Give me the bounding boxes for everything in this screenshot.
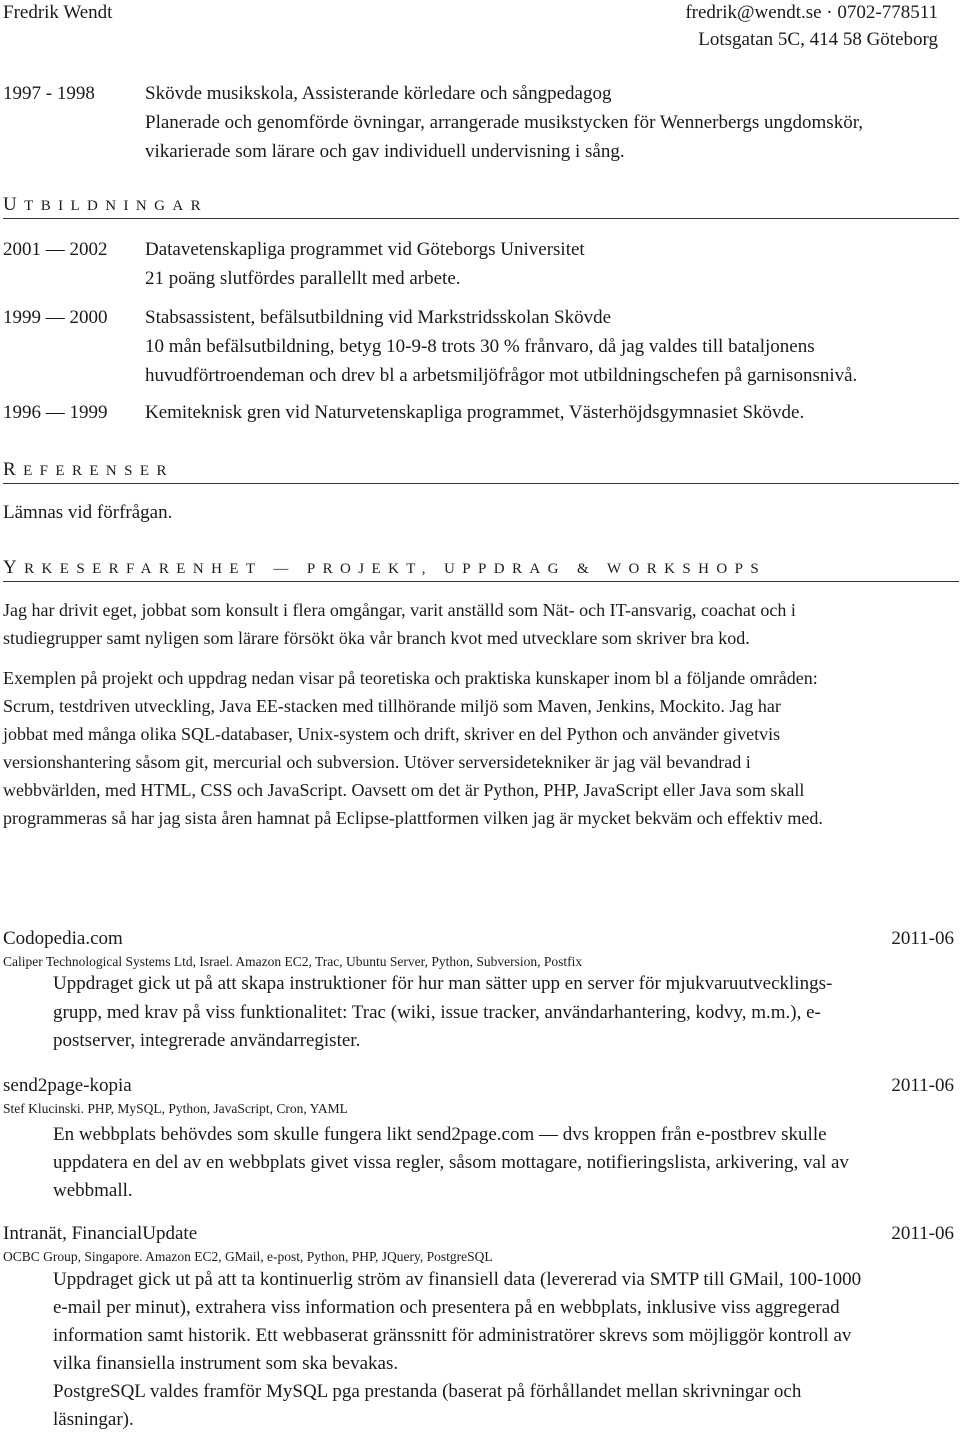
project-meta: Caliper Technological Systems Ltd, Israel. Amazon EC2, Trac, Ubuntu Server, Python, Subversion, Postfix [3,954,583,969]
section-heading-projects: YRKESERFARENHET — PROJEKT, UPPDRAG & WORKSHOPS [3,557,767,578]
applicant-name: Fredrik Wendt [3,2,113,23]
project-line: läsningar). [53,1409,134,1430]
section-rule [3,483,959,484]
project-line: Uppdraget gick ut på att skapa instruktioner för hur man sätter upp en server för mjukvaruutvecklings- [53,973,833,994]
experience-line-2: vikarierade som lärare och gav individuell undervisning i sång. [145,141,625,162]
section-heading-education: UTBILDNINGAR [3,194,209,215]
project-meta: Stef Klucinski. PHP, MySQL, Python, JavaScript, Cron, YAML [3,1101,348,1116]
body-line: jobbat med många olika SQL-databaser, Unix-system och drift, skriver en del Python och använder givetvis [3,724,781,744]
section-rule [3,581,959,582]
education-years: 1999 — 2000 [3,307,108,328]
body-line: versionshantering såsom git, mercurial och subversion. Utöver serversidetekniker är jag väl bevandrad i [3,752,751,772]
education-detail: 21 poäng slutfördes parallellt med arbete. [145,268,461,289]
project-line: En webbplats behövdes som skulle fungera likt send2page.com — dvs kroppen från e-postbrev skulle [53,1124,827,1145]
project-date: 2011-06 [891,1075,954,1096]
section-rule [3,218,959,219]
section-heading-references: REFERENSER [3,459,174,480]
project-line: postserver, integrerade användarregister. [53,1030,361,1051]
contact-block [685,0,938,53]
experience-line-1: Planerade och genomförde övningar, arrangerade musikstycken för Wennerbergs ungdomskör, [145,112,864,133]
project-name: Intranät, FinancialUpdate [3,1223,198,1244]
education-title: Datavetenskapliga programmet vid Göteborgs Universitet [145,239,585,260]
project-line: grupp, med krav på viss funktionalitet: Trac (wiki, issue tracker, användarhantering, kodvy, m.m.), e- [53,1002,821,1023]
project-meta: OCBC Group, Singapore. Amazon EC2, GMail, e-post, Python, PHP, JQuery, PostgreSQL [3,1249,493,1264]
contact-address: Lotsgatan 5C, 414 58 Göteborg [698,29,938,50]
body-line: programmeras så har jag sista åren hamnat på Eclipse-plattformen vilken jag är mycket bekväm och effektiv med. [3,808,823,828]
contact-email-phone: fredrik@wendt.se · 0702-778511 [685,2,938,23]
project-line: Uppdraget gick ut på att ta kontinuerlig ström av finansiell data (levererad via SMTP till GMail, 100-1000 [53,1269,862,1290]
experience-title: Skövde musikskola, Assisterande körledare och sångpedagog [145,83,612,104]
body-line: webbvärlden, med HTML, CSS och JavaScript. Oavsett om det är Python, PHP, JavaScript eller Java som skall [3,780,805,800]
education-detail: huvudförtroendeman och drev bl a arbetsmiljöfrågor mot utbildningschefen på garnisonsnivå. [145,365,858,386]
project-line: webbmall. [53,1180,133,1201]
project-line: vilka finansiella instrument som ska bevakas. [53,1353,399,1374]
education-title: Kemiteknisk gren vid Naturvetenskapliga programmet, Västerhöjdsgymnasiet Skövde. [145,402,805,423]
project-line: information samt historik. Ett webbaserat gränssnitt för administratörer skrevs som möjliggör kontroll av [53,1325,852,1346]
education-years: 2001 — 2002 [3,239,108,260]
project-line: PostgreSQL valdes framför MySQL pga prestanda (baserat på förhållandet mellan skrivningar och [53,1381,802,1402]
intro-line: Jag har drivit eget, jobbat som konsult i flera omgångar, varit anställd som Nät- och IT-ansvarig, coachat och i [3,600,796,620]
project-line: uppdatera en del av en webbplats givet vissa regler, såsom mottagare, notifieringslista, arkivering, val av [53,1152,849,1173]
project-date: 2011-06 [891,928,954,949]
body-line: Scrum, testdriven utveckling, Java EE-stacken med tillhörande miljö som Maven, Jenkins, Mockito. Jag har [3,696,781,716]
project-date: 2011-06 [891,1223,954,1244]
project-name: send2page-kopia [3,1075,132,1096]
experience-years: 1997 - 1998 [3,83,95,104]
education-years: 1996 — 1999 [3,402,108,423]
project-name: Codopedia.com [3,928,123,949]
education-title: Stabsassistent, befälsutbildning vid Markstridsskolan Skövde [145,307,612,328]
body-line: Exemplen på projekt och uppdrag nedan visar på teoretiska och praktiska kunskaper inom bl a följande områden: [3,668,818,688]
project-line: e-mail per minut), extrahera viss information och presentera på en webbplats, inklusive viss aggregerad [53,1297,840,1318]
intro-line: studiegrupper samt nyligen som lärare försökt öka vår branch kvot med utvecklare som skriver bra kod. [3,628,750,648]
education-detail: 10 mån befälsutbildning, betyg 10-9-8 trots 30 % frånvaro, då jag valdes till bataljonens [145,336,815,357]
references-text: Lämnas vid förfrågan. [3,502,173,523]
